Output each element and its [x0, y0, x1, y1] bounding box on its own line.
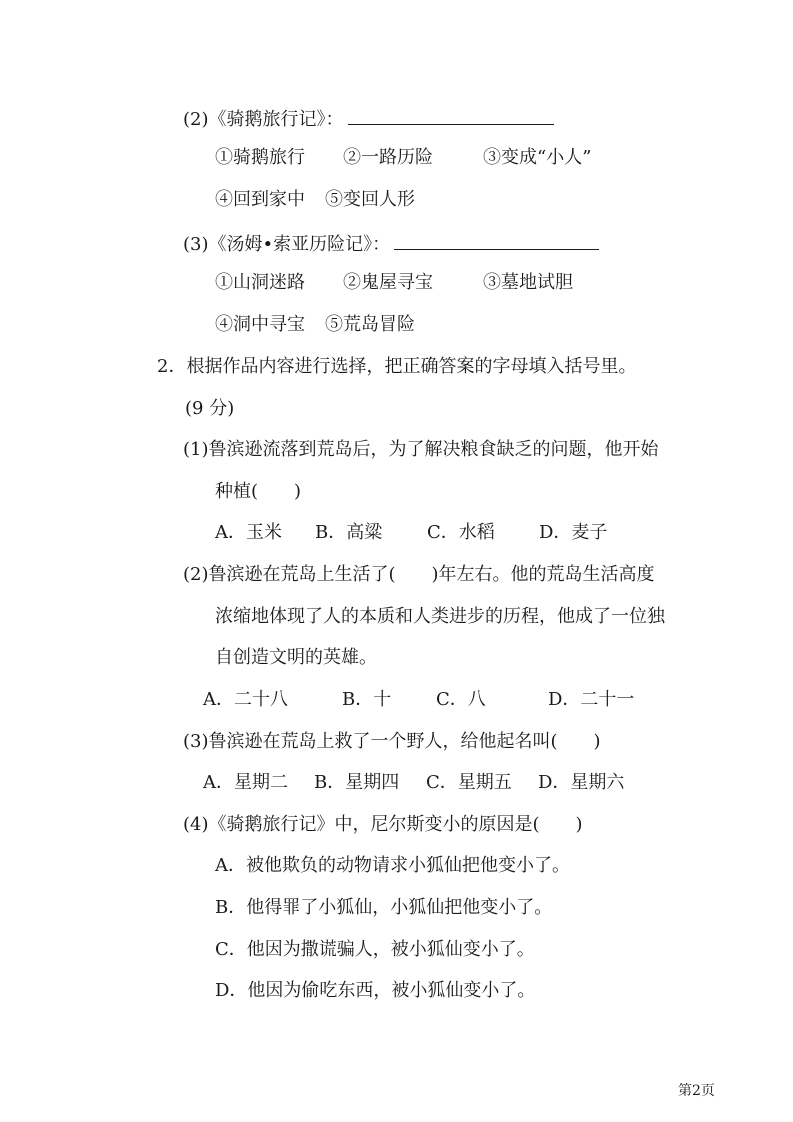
- question-2-heading: [183, 106, 554, 132]
- option-c: C．八: [436, 689, 486, 710]
- answer-blank-2[interactable]: [348, 106, 554, 125]
- option-a: A．星期二: [203, 772, 288, 793]
- option-b: B．十: [342, 689, 392, 710]
- option-d: D．麦子: [539, 522, 608, 543]
- q4-option-c: C．他因为撒谎骗人，被小狐仙变小了。: [215, 939, 535, 960]
- q1-text-line2: 种植( ): [215, 481, 302, 502]
- option-item: ①山洞迷路: [215, 272, 305, 293]
- option-d: D．星期六: [538, 772, 625, 793]
- option-item: ⑤荒岛冒险: [325, 314, 415, 335]
- option-b: B．星期四: [314, 772, 400, 793]
- option-c: C．星期五: [426, 772, 512, 793]
- q2-text-line1: (2)鲁滨逊在荒岛上生活了( )年左右。他的荒岛生活高度: [183, 564, 655, 585]
- option-item: ①骑鹅旅行: [215, 147, 305, 168]
- q4-option-a: A．被他欺负的动物请求小狐仙把他变小了。: [215, 855, 570, 876]
- question-2-options-row2: [215, 188, 415, 212]
- question-3-heading: [183, 231, 599, 257]
- option-item: ⑤变回人形: [325, 189, 415, 210]
- page-number: 第2页: [678, 1083, 715, 1099]
- question-2-options-row1: [215, 146, 592, 170]
- q2-options: [203, 688, 635, 712]
- option-item: ②一路历险: [343, 147, 433, 168]
- q2-text-line3: 自创造文明的英雄。: [215, 647, 377, 668]
- q2-text-line2: 浓缩地体现了人的本质和人类进步的历程，他成了一位独: [215, 606, 665, 627]
- q4-option-d: D．他因为偷吃东西，被小狐仙变小了。: [215, 980, 536, 1001]
- q1-text-line1: (1)鲁滨逊流落到荒岛后，为了解决粮食缺乏的问题，他开始: [183, 439, 659, 460]
- q3-options: [203, 771, 625, 795]
- option-a: A．玉米: [215, 522, 282, 543]
- q3-text-line1: (3)鲁滨逊在荒岛上救了一个野人，给他起名叫( ): [183, 731, 601, 752]
- section-2-score: (9 分): [185, 398, 235, 419]
- option-item: ③墓地试胆: [483, 272, 573, 293]
- option-a: A．二十八: [203, 689, 288, 710]
- option-c: C．水稻: [427, 522, 495, 543]
- q4-text-line1: (4)《骑鹅旅行记》中，尼尔斯变小的原因是( ): [183, 814, 583, 835]
- option-item: ②鬼屋寻宝: [343, 272, 433, 293]
- q4-option-b: B．他得罪了小狐仙，小狐仙把他变小了。: [215, 897, 553, 918]
- question-2-label: (2)《骑鹅旅行记》：: [183, 109, 344, 130]
- option-item: ③变成“小人”: [483, 147, 592, 168]
- option-b: B．高粱: [315, 522, 383, 543]
- option-item: ④回到家中: [215, 189, 305, 210]
- q1-options: [215, 521, 608, 545]
- question-3-label: (3)《汤姆•索亚历险记》：: [183, 234, 391, 255]
- answer-blank-3[interactable]: [394, 231, 599, 250]
- option-d: D．二十一: [548, 689, 635, 710]
- section-2-heading: 2．根据作品内容进行选择，把正确答案的字母填入括号里。: [157, 356, 637, 377]
- option-item: ④洞中寻宝: [215, 314, 305, 335]
- question-3-options-row1: [215, 271, 573, 295]
- question-3-options-row2: [215, 313, 415, 337]
